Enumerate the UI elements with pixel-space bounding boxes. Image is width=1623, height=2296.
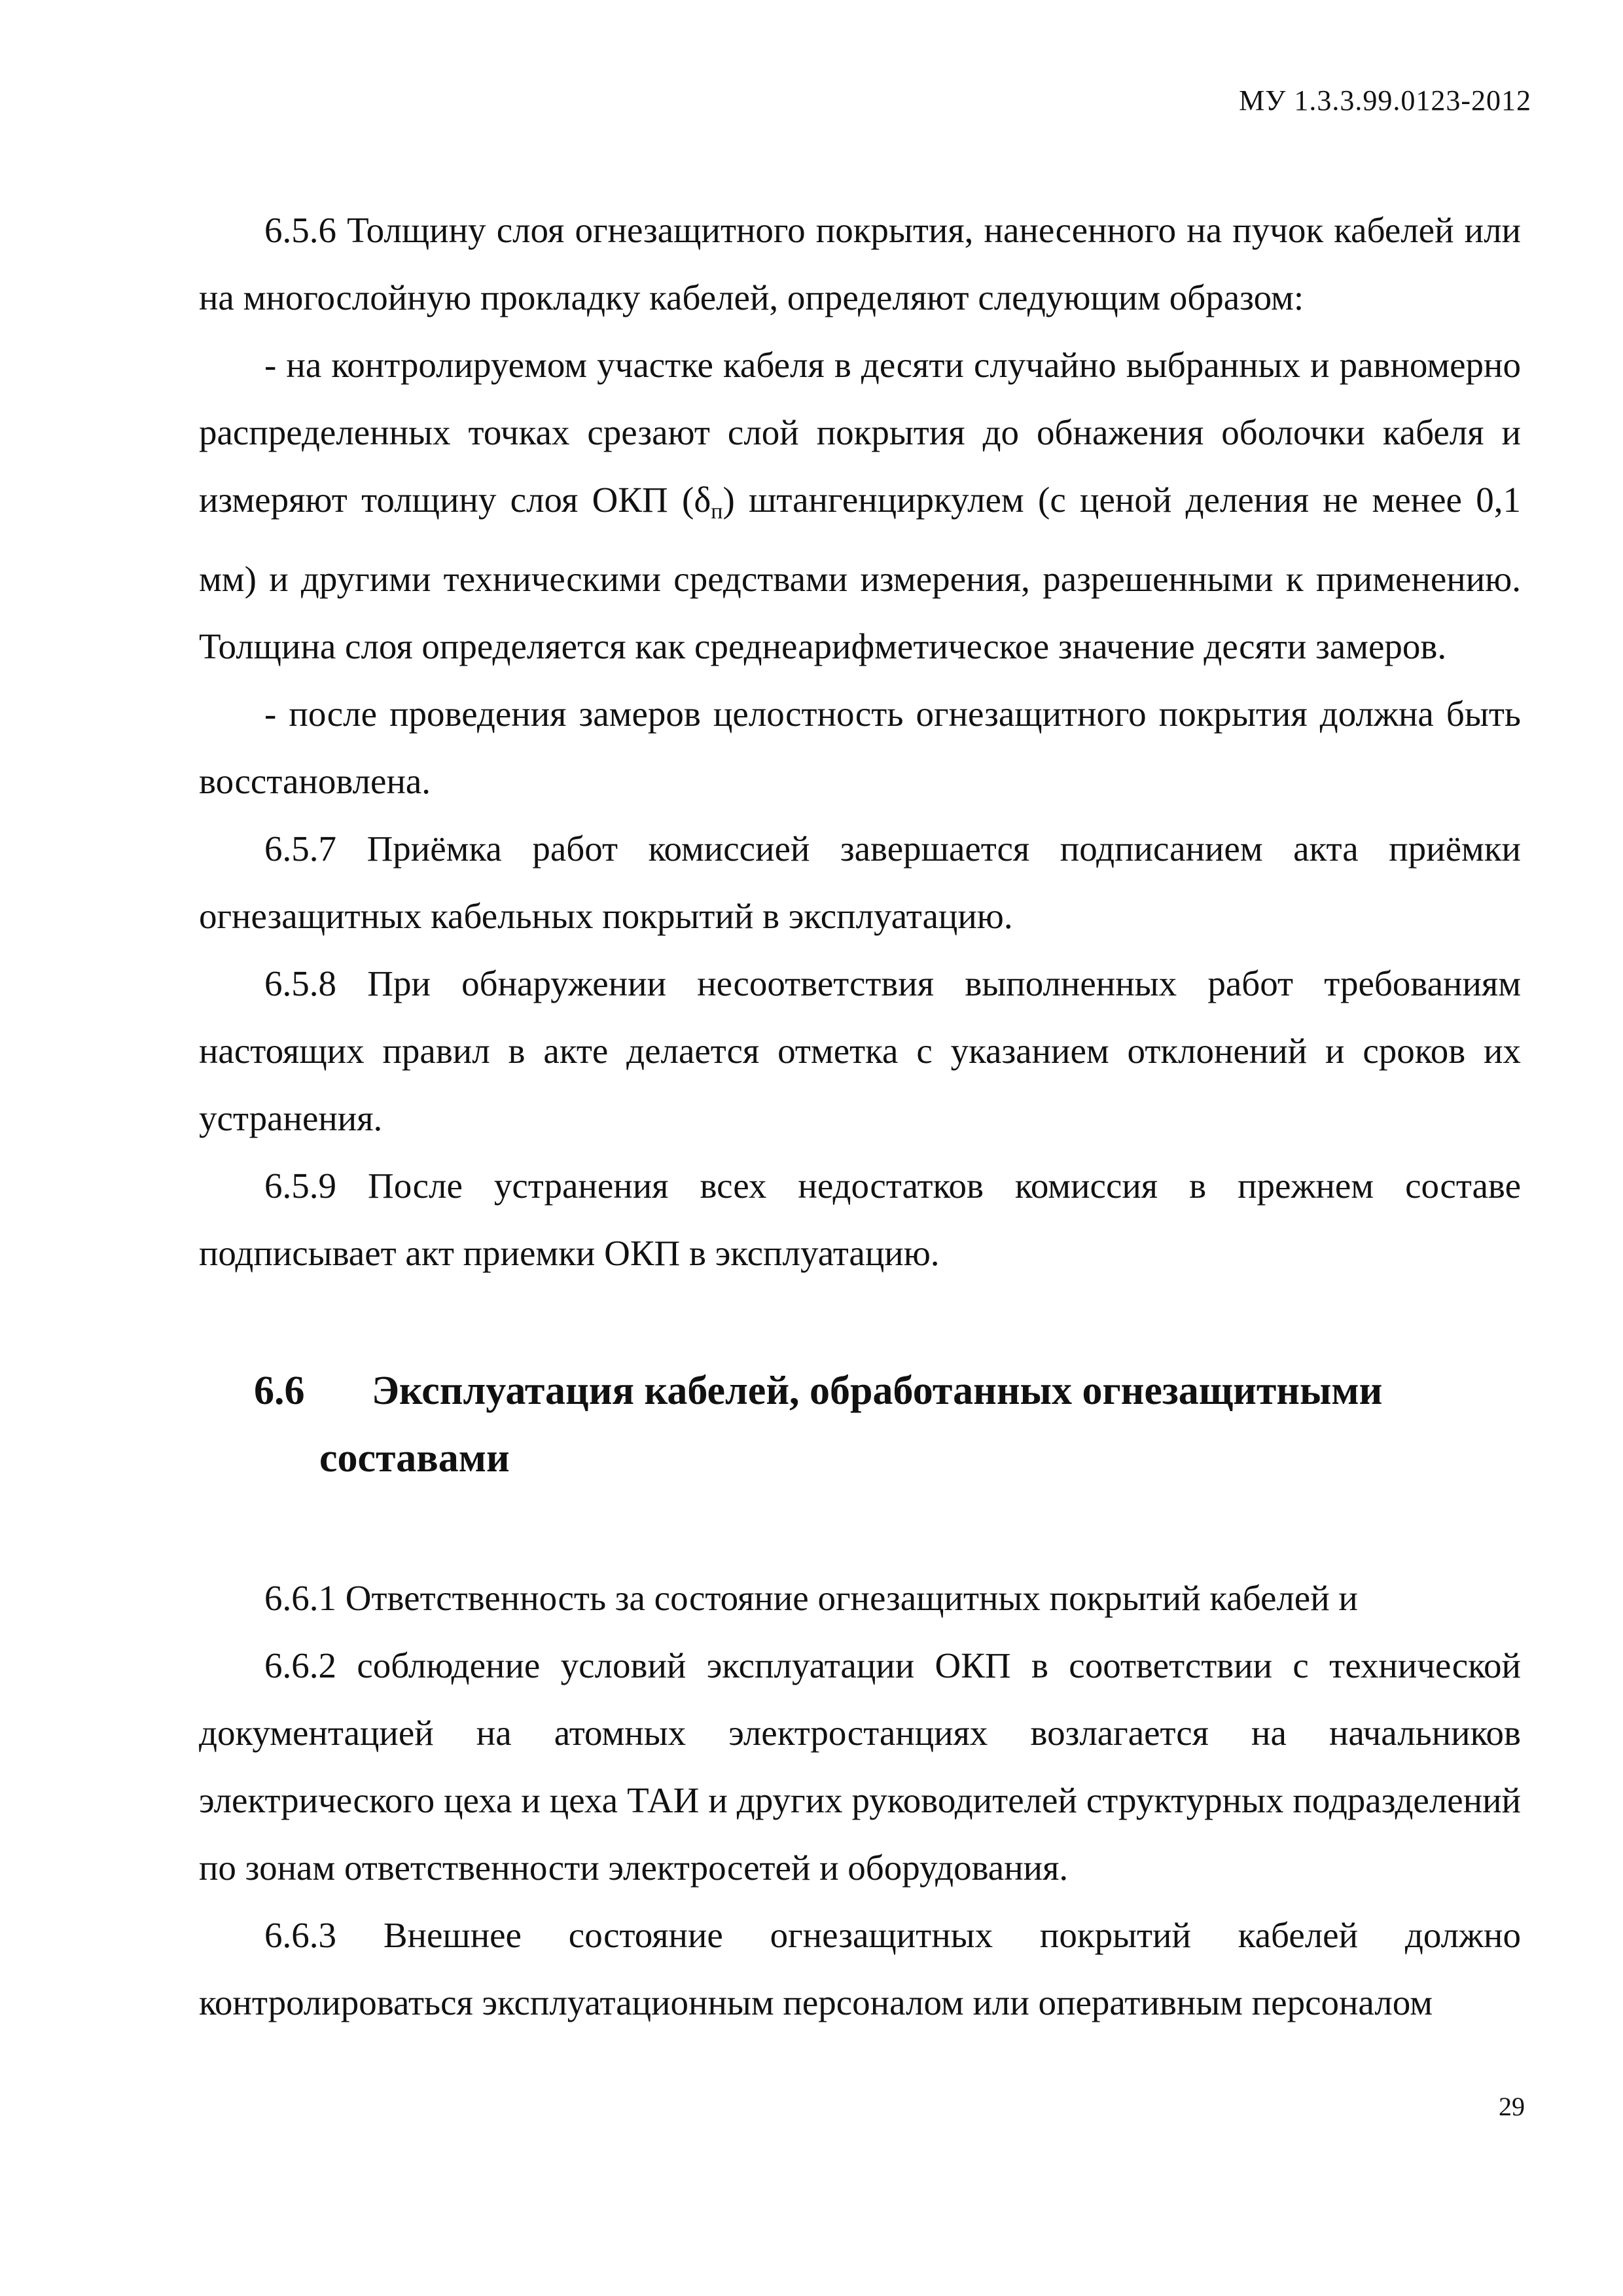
paragraph-6-6-1: 6.6.1 Ответственность за состояние огнезащитных покрытий кабелей и: [264, 1578, 1358, 1618]
paragraph-6-6-2: 6.6.2 соблюдение условий эксплуатации ОКП в соответствии с технической документацией на атомных электростанциях возлагается на начальников электрического цеха и цеха ТАИ и других руководителей структурных подразделений по зонам ответственности электросетей и оборудования.: [199, 1645, 1521, 1888]
paragraph-6-5-8: 6.5.8 При обнаружении несоответствия выполненных работ требованиям настоящих правил в акте делается отметка с указанием отклонений и сроков их устранения.: [199, 963, 1521, 1138]
paragraph-6-5-6: 6.5.6 Толщину слоя огнезащитного покрытия, нанесенного на пучок кабелей или на многослойную прокладку кабелей, определяют следующим образом:: [199, 210, 1521, 317]
paragraph-6-5-7: 6.5.7 Приёмка работ комиссией завершается подписанием акта приёмки огнезащитных кабельных покрытий в эксплуатацию.: [199, 829, 1521, 936]
delta-subscript: п: [711, 499, 723, 524]
section-heading-6-6: [199, 1357, 1521, 1492]
paragraph-6-6-3: 6.6.3 Внешнее состояние огнезащитных покрытий кабелей должно контролироваться эксплуатационным персоналом или оперативным персоналом: [199, 1915, 1521, 2022]
page-body: [199, 196, 1521, 2036]
list-item-restore: - после проведения замеров целостность огнезащитного покрытия должна быть восстановлена.: [199, 694, 1521, 801]
list-item-measurement: [199, 331, 1521, 680]
page-number: 29: [1499, 2092, 1525, 2121]
section-title-line1: Эксплуатация кабелей, обработанных огнезащитными: [372, 1369, 1383, 1413]
list-item-measurement-text-start: - на контролируемом участке кабеля в десяти случайно выбранных и равномерно распределенных точках срезают слой покрытия до обнажения оболочки кабеля и измеряют толщину слоя ОКП (δ: [199, 345, 1521, 520]
section-title-line2: составами: [319, 1436, 510, 1480]
section-number: 6.6: [254, 1369, 305, 1413]
list-item-measurement-text-end: ) штангенциркулем (с ценой деления не менее 0,1 мм) и другими техническими средствами измерения, разрешенными к применению. Толщина слоя определяется как среднеарифметическое значение десяти замеров.: [199, 480, 1521, 666]
paragraph-6-5-9: 6.5.9 После устранения всех недостатков комиссия в прежнем составе подписывает акт приемки ОКП в эксплуатацию.: [199, 1166, 1521, 1273]
document-code: МУ 1.3.3.99.0123-2012: [1239, 84, 1531, 117]
